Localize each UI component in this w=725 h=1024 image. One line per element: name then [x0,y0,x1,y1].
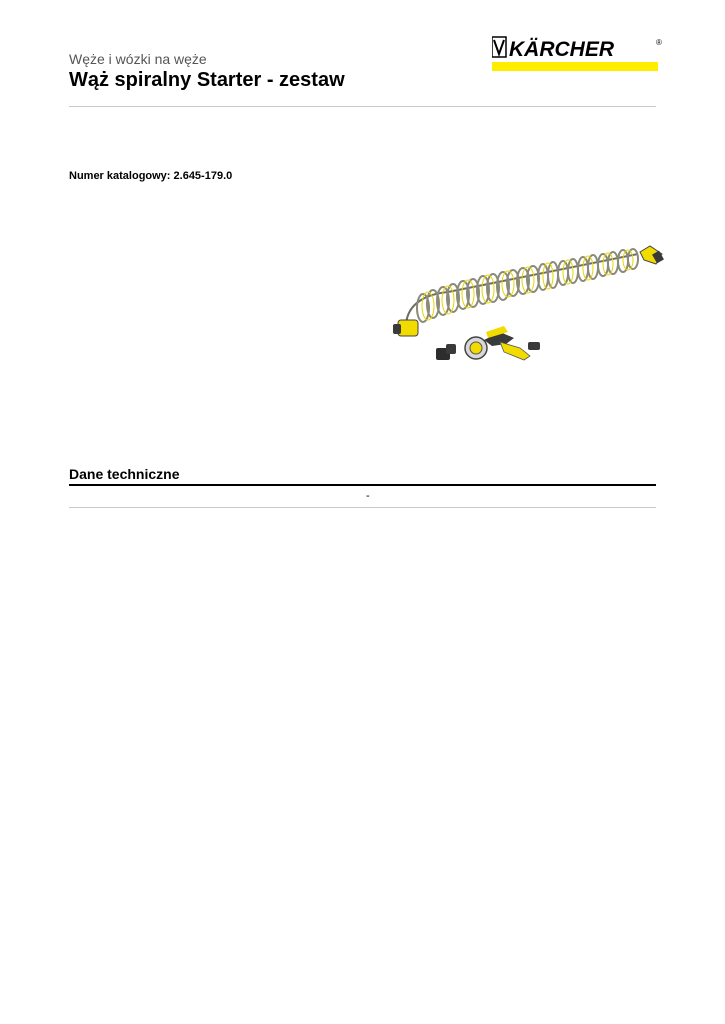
tap-adapter [436,344,456,360]
header-divider [69,106,656,107]
spray-gun [465,326,540,360]
hose-end-connector [640,246,664,264]
spiral-hose [406,249,638,324]
table-bottom-divider [69,507,656,508]
brand-wordmark: KÄRCHER [509,38,614,61]
registered-mark: ® [656,38,662,47]
spiral-hose-set-image [388,232,668,372]
technical-data-value: - [366,490,370,502]
hose-start-connector [393,320,418,336]
catalog-number: Numer katalogowy: 2.645-179.0 [69,170,233,182]
karcher-logo [492,33,666,73]
technical-data-heading: Dane techniczne [69,466,180,482]
category-label: Węże i wózki na węże [69,51,207,67]
technical-data-divider [69,484,656,486]
page-title: Wąż spiralny Starter - zestaw [69,69,345,91]
